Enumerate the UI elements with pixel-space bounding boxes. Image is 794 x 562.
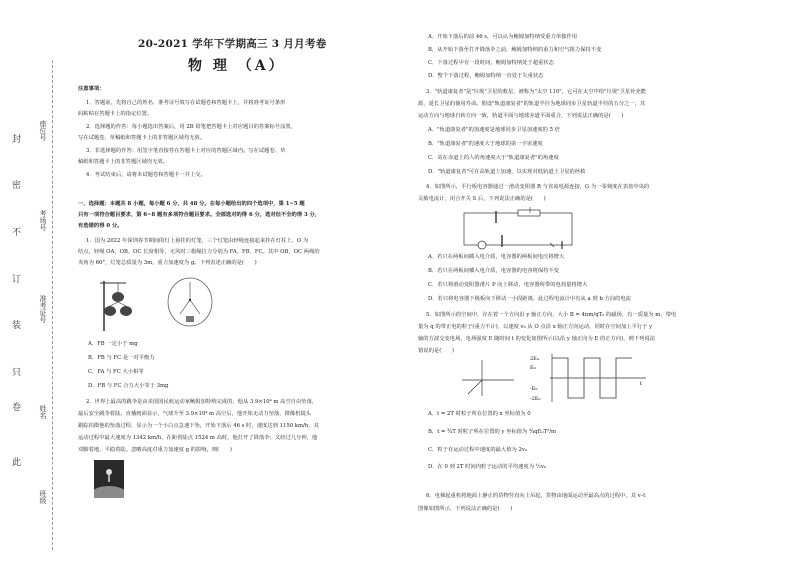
seal-mark-5: 装 [12,321,22,331]
e-axis-e0: E₀ [530,365,536,371]
q6-stem: 6．电梯起重机将地面上静止的货物竖直向上吊起，货物由地面运动至最高点的过程中，其 v–t [426,493,646,499]
q5-stem: 量为 q 的带正电的粒子(重力不计)，以速度 v₀ 从 O 点沿 x 轴正方向运动，同时在空间加上平行于 y [418,324,653,330]
q4-stem: 灵敏电流计，闭合开关 S 后，下列说法正确的是( ) [418,196,546,202]
q1-stem: 夹角为 60°，灯笼总质量为 3m，重力加速度为 g。下列表述正确的是( ) [78,260,257,266]
q3-option-d: D．"轨道康复者"可在高轨道上加速，以实现对低轨道上卫星的拯救 [428,169,586,175]
q2-option-c: C．下落过程中有一段时间，鲍姆加特纳处于超重状态 [428,60,554,66]
t-axis-label: t [640,381,643,387]
notice-line: 1．答题前，先将自己的姓名、准考证号填写在试题卷和答题卡上，并将准考证号条形 [86,100,286,106]
notice-line: 3．非选择题的作答：用签字笔直接答在答题卡上对应的答题区域内。写在试题卷、草 [86,148,286,154]
notice-line: 稿纸和答题卡上的非答题区域均无效。 [78,159,169,165]
q2-option-a: A．开始下落后的前 46 s，可以认为鲍姆加特纳受重力单独作用 [428,34,578,40]
q2-stem: 2．世界上最高的跳伞是由美国国民航运动家鲍姆加特纳完成的，他从 3.9×10⁴ m 高空自由坠落， [86,399,318,405]
q5-stem: 5．如图所示的空间中，存在着一个方向沿 y 轴正方向，大小 B = 4πm/qT₀ 的磁场，有一质量为 m、带电 [426,312,677,318]
q3-option-a: A．"轨道康复者"的加速度是地球同步卫星加速度的 5 倍 [428,127,560,133]
q4-option-a: A．若只在两板间插入电介质，电容器的两板间电压将增大 [428,254,565,260]
force-diagram [164,276,216,328]
q4-option-b: B．若只在两板间插入电介质，电容器的电容将保持不变 [428,268,560,274]
notice-line: 码粘贴在答题卡上的指定位置。 [78,111,153,117]
q1-option-b: B．FB 与 FC 是一对平衡力 [88,355,155,361]
q5-stem: 轴的方波交变电场，电场强度 E 随时间 t 的变化如图所示(以沿 y 轴正向为 E 的正方向)，则下列说法 [418,336,656,342]
q5-option-c: C．粒子在运动过程中速度的最大值为 2v₀ [428,447,527,453]
section-instructions: 有选错的得 0 分。 [78,223,123,229]
q3-option-b: B．"轨道康复者"的速度大于地球的第一宇宙速度 [428,141,543,147]
class-label: 班级 [39,490,47,504]
capacitor-circuit [458,207,578,251]
skydiver-photo [94,460,124,498]
seal-mark-1: 封 [12,135,22,145]
seal-mark-2: 密 [12,181,22,191]
q4-stem: 4．如图所示，平行板电容器通过一滑动变阻器 R 与直流电源连接，G 为一零刻度在表盘中央的 [426,184,650,190]
q6-stem: 图像如图所示，下列说法正确的是( ) [418,506,513,512]
q1-option-d: D．FB 与 FC 合力大小等于 3mg [88,383,169,389]
lantern-figure [96,275,156,333]
xy-axes-figure [458,358,518,398]
exam-id-label: 准考证号 [39,295,47,323]
section-instructions: 一、选择题：本题共 8 小题，每小题 6 分，共 48 分。在每小题给出的四个选项中，第 1~5 题 [78,201,305,207]
q2-option-d: D．整个下落过程，鲍姆加特纳一直处于失重状态 [428,73,544,79]
q4-option-c: C．若只将滑动变阻器滑片 P 向上移动，电容器所带的电荷量将增大 [428,282,588,288]
q3-stem: 源，延长卫星的使用寿命。假设"轨道康复者"的轨道半径为地球同步卫星轨道半径的五分之一，其 [418,101,646,107]
seat-label: 座位号 [39,120,47,141]
q2-stem: 双脚着地，平稳着陆。忽略高度对重力加速度 g 的影响，则( ) [78,447,232,453]
room-label: 考场号 [39,210,47,231]
q5-option-b: B．t = ¾T 时粒子所在位置的 y 坐标值为 ¾qE₀T²/m [428,429,557,435]
notice-line: 4．考试结束后，请将本试题卷和答题卡一并上交。 [86,172,206,178]
q4-option-d: D．若只将电容器下极板向下移动一小段距离，此过程电流计中有从 a 到 b 方向的电流 [428,296,631,302]
notice-line: 写在试题卷、草稿纸和答题卡上的非答题区域均无效。 [78,135,206,141]
q5-option-d: D．在 0 到 2T 时间内粒子运动的平均速度为 ½v₀ [428,464,546,470]
notice-line: 2．选择题的作答：每小题选出答案后，用 2B 铅笔把答题卡上对应题目的答案标号涂黑， [86,124,296,130]
seal-mark-8: 此 [12,458,22,468]
seal-mark-6: 只 [12,368,22,378]
binding-margin [8,60,62,550]
q3-stem: 3．"轨道康复者"是"垃圾"卫星的救星，被称为"太空 110"，它可在太空中给"垃圾"卫星补充能 [426,89,647,95]
e-axis-neg-2e0: -2E₀ [530,396,541,402]
section-instructions: 只有一项符合题目要求，第 6~8 题有多项符合题目要求。全部选对的得 6 分，选对但不全的得 3 分， [78,212,321,218]
q3-option-c: C．站在赤道上的人的角速度大于"轨道康复者"的角速度 [428,155,559,161]
e-axis-2e0: 2E₀ [530,356,539,362]
q2-stem: 最后安全跳伞着陆。直播画面显示，气球升至 3.9×10⁴ m 高空后，他开始无动力坠落，摄像机镜头 [78,411,312,417]
subject-title: 物 理 （A） [188,58,286,74]
q1-stem: 1．国为 2022 年深圳春节期间的灯上悬挂的灯笼，三个灯笼由轻绳连接起来挂在灯柱上，O 为 [86,238,309,244]
seal-mark-3: 不 [12,228,22,238]
q5-option-a: A．t = 2T 时粒子所在位置的 x 坐标值为 0 [428,411,531,417]
exam-title: 20-2021 学年下学期高三 3 月月考卷 [138,38,327,50]
q1-option-a: A．FB 一定小于 mg [88,341,138,347]
q5-stem: 错误的是( ) [418,348,454,354]
q1-stem: 结点，轻绳 OA、OB、OC 长度相等，无风时三根绳拉力分别为 FA、FB、FC。其中 OB、OC 两绳的 [78,249,320,255]
q2-option-b: B．从开始下落至打开降落伞之前，鲍姆加特纳的重力和空气阻力保持不变 [428,47,602,53]
seal-mark-4: 订 [12,275,22,285]
e-axis-neg-e0: -E₀ [530,386,538,392]
notice-heading: 注意事项： [78,86,105,92]
seal-mark-7: 卷 [12,403,22,413]
q2-stem: 运动过程中最大速度为 1342 km/h，在距着陆点 1524 m 高时，他打开了降落伞；又经过几分钟，他 [78,435,318,441]
q1-option-c: C．FA 与 FC 大小相等 [88,369,144,375]
name-label: 姓名 [39,405,47,419]
q2-stem: 跟踪拍摄他的坠落过程，显示为一个小白点急速下坠，开始下落后 46 s 时，速度达到 1150 km/h，其 [78,423,319,429]
square-wave-graph [528,352,648,404]
binding-dashed-line [52,60,53,550]
q3-stem: 运动方向与地球自转方向一致，轨道平面与地球赤道平面重合，下列说法正确的是( ) [418,113,624,119]
